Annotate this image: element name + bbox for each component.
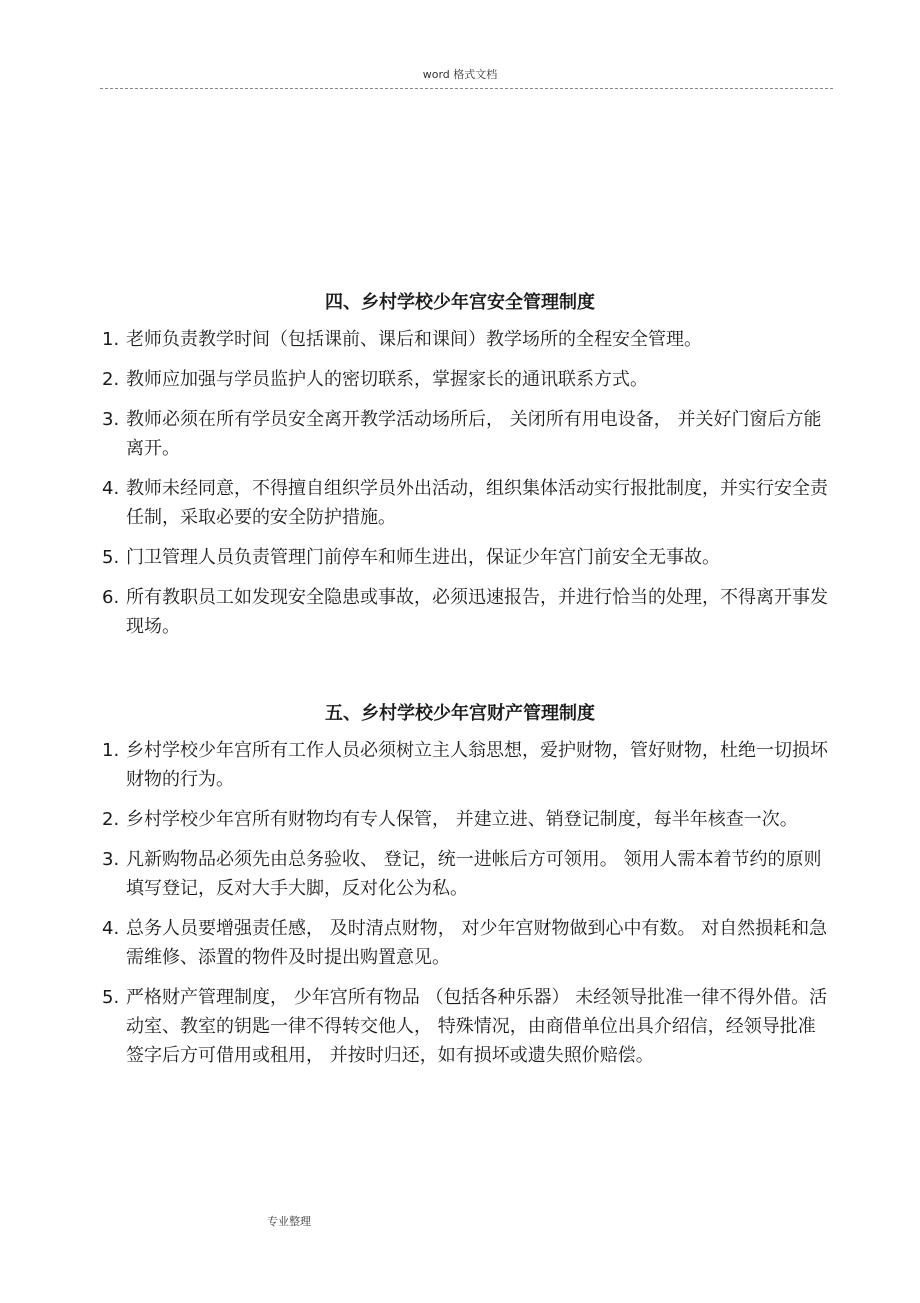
item-number: 4. [102, 478, 120, 499]
page-footer: 专业整理 [267, 1215, 311, 1228]
list-item [0, 805, 920, 834]
item-number: 1. [102, 329, 120, 350]
item-number: 5. [102, 547, 120, 568]
item-text: 教师未经同意，不得擅自组织学员外出活动，组织集体活动实行报批制度，并实行安全责任制，采取必要的安全防护措施。 [126, 478, 828, 528]
list-item [0, 914, 920, 972]
list-item [0, 474, 920, 532]
item-text: 凡新购物品必须先由总务验收、 登记，统一进帐后方可领用。 领用人需本着节约的原则填写登记，反对大手大脚，反对化公为私。 [126, 849, 822, 899]
list-item [0, 365, 920, 394]
item-text: 教师必须在所有学员安全离开教学活动场所后， 关闭所有用电设备， 并关好门窗后方能离开。 [126, 409, 822, 459]
list-item [0, 405, 920, 463]
item-text: 严格财产管理制度， 少年宫所有物品 （包括各种乐器） 未经领导批准一律不得外借。活动室、教室的钥匙一律不得转交他人， 特殊情况，由商借单位出具介绍信，经领导批准签字后方可借用或租用， 并按时归还，如有损坏或遗失照价赔偿。 [126, 987, 828, 1066]
item-number: 2. [102, 809, 120, 830]
item-number: 5. [102, 987, 120, 1008]
item-number: 1. [102, 740, 120, 761]
item-number: 3. [102, 409, 120, 430]
section-title: 四、乡村学校少年宫安全管理制度 [325, 292, 595, 313]
list-item [0, 583, 920, 641]
item-number: 3. [102, 849, 120, 870]
section-title: 五、乡村学校少年宫财产管理制度 [325, 703, 595, 724]
list-item [0, 983, 920, 1070]
rule-list [0, 325, 920, 641]
item-text: 乡村学校少年宫所有财物均有专人保管， 并建立进、销登记制度，每半年核查一次。 [126, 809, 798, 830]
item-text: 所有教职员工如发现安全隐患或事故，必须迅速报告，并进行恰当的处理，不得离开事发现场。 [126, 587, 828, 637]
header-divider [100, 88, 833, 89]
list-item [0, 325, 920, 354]
item-number: 4. [102, 918, 120, 939]
item-number: 2. [102, 369, 120, 390]
item-text: 总务人员要增强责任感， 及时清点财物， 对少年宫财物做到心中有数。 对自然损耗和急需维修、添置的物件及时提出购置意见。 [126, 918, 828, 968]
item-number: 6. [102, 587, 120, 608]
rule-list [0, 736, 920, 1070]
list-item [0, 845, 920, 903]
item-text: 老师负责教学时间（包括课前、课后和课间）教学场所的全程安全管理。 [126, 329, 702, 350]
item-text: 乡村学校少年宫所有工作人员必须树立主人翁思想，爱护财物，管好财物，杜绝一切损坏财物的行为。 [126, 740, 828, 790]
list-item [0, 736, 920, 794]
page-header: word 格式文档 [422, 68, 498, 81]
item-text: 门卫管理人员负责管理门前停车和师生进出，保证少年宫门前安全无事故。 [126, 547, 720, 568]
section-property-management [0, 703, 920, 1070]
section-safety-management [0, 292, 920, 641]
item-text: 教师应加强与学员监护人的密切联系，掌握家长的通讯联系方式。 [126, 369, 648, 390]
list-item [0, 543, 920, 572]
